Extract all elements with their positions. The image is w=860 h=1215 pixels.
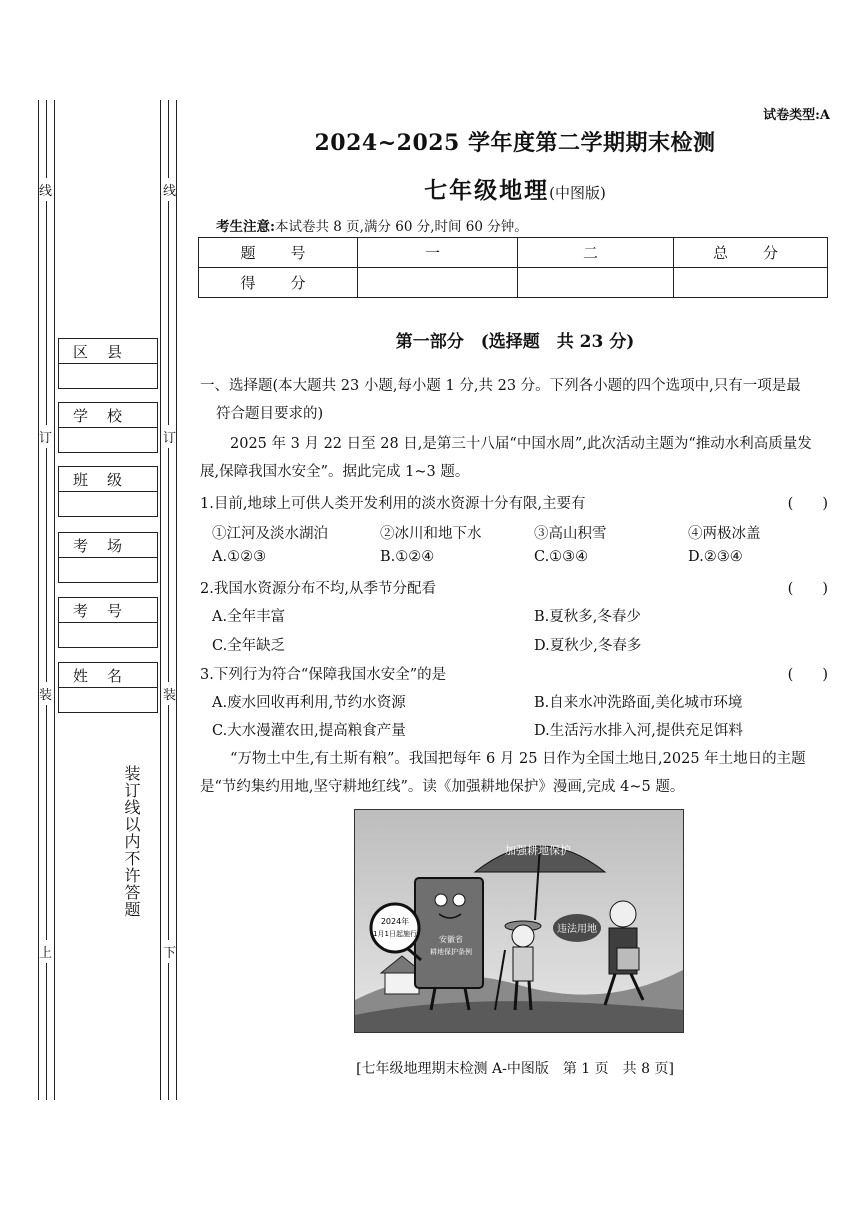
- answer-paren[interactable]: ( ): [787, 496, 828, 512]
- field-label: 考 场: [59, 533, 157, 558]
- score-table: [198, 237, 828, 298]
- field-exam-number[interactable]: [58, 597, 158, 648]
- score-header-cell: 二: [518, 238, 674, 268]
- context-line: 2025 年 3 月 22 日至 28 日,是第三十八届“中国水周”,此次活动主题为“推动水利高质量发: [230, 436, 812, 452]
- cartoon-illustration: [355, 810, 683, 1032]
- subject-name: 七年级地理: [424, 177, 550, 204]
- score-cell[interactable]: [674, 268, 828, 298]
- question-2-stem: 2.我国水资源分布不均,从季节分配看: [200, 581, 436, 597]
- answer-paren[interactable]: ( ): [787, 581, 828, 597]
- field-district[interactable]: [58, 338, 158, 389]
- binding-note: 装订线以内不许答题: [122, 765, 141, 918]
- score-cell[interactable]: [518, 268, 674, 298]
- margin-label-shang: 上: [39, 940, 52, 963]
- question-1-stem: 1.目前,地球上可供人类开发利用的淡水资源十分有限,主要有: [200, 496, 586, 512]
- q2-option-c[interactable]: C.全年缺乏: [212, 638, 286, 654]
- context-water-week: [200, 430, 828, 486]
- sign-date: 1月1日起施行: [373, 930, 417, 938]
- field-label: 姓 名: [59, 663, 157, 688]
- farmland-protection-cartoon: [354, 809, 684, 1033]
- q1-option-b[interactable]: B.①②④: [380, 549, 435, 565]
- question-3-stem: 3.下列行为符合“保障我国水安全”的是: [200, 667, 447, 683]
- score-header-cell: 一: [358, 238, 518, 268]
- q1-option-c[interactable]: C.①③④: [534, 549, 589, 565]
- context-line: “万物土中生,有土斯有粮”。我国把每年 6 月 25 日作为全国土地日,2025 年土地日的主题: [230, 751, 806, 767]
- field-label: 班 级: [59, 467, 157, 492]
- margin-line: [160, 100, 161, 1100]
- paper-type: 试卷类型:A: [763, 108, 830, 123]
- answer-paren[interactable]: ( ): [787, 667, 828, 683]
- margin-label-zhuang: 装: [39, 682, 52, 705]
- q1-item: ④两极冰盖: [688, 526, 761, 542]
- field-label: 考 号: [59, 598, 157, 623]
- notice-text: 本试卷共 8 页,满分 60 分,时间 60 分钟。: [274, 219, 528, 235]
- q3-option-d[interactable]: D.生活污水排入河,提供充足饵料: [534, 723, 743, 739]
- q2-option-a[interactable]: A.全年丰富: [212, 609, 286, 625]
- instruction: [200, 372, 828, 428]
- context-line: 展,保障我国水安全”。据此完成 1~3 题。: [200, 464, 470, 480]
- q2-option-b[interactable]: B.夏秋多,冬春少: [534, 609, 641, 625]
- bubble-label: 违法用地: [557, 924, 597, 935]
- sign-year: 2024年: [380, 917, 410, 926]
- score-header-cell: 总 分: [674, 238, 828, 268]
- umbrella-label: 加强耕地保护: [505, 844, 571, 857]
- q2-option-d[interactable]: D.夏秋少,冬春多: [534, 638, 642, 654]
- score-cell[interactable]: [358, 268, 518, 298]
- exam-subject: [200, 172, 830, 205]
- field-school[interactable]: [58, 402, 158, 453]
- q3-option-b[interactable]: B.自来水冲洗路面,美化城市环境: [534, 695, 743, 711]
- q1-option-a[interactable]: A.①②③: [212, 549, 267, 565]
- field-name[interactable]: [58, 662, 158, 713]
- candidate-notice: [216, 215, 528, 235]
- q1-item: ②冰川和地下水: [380, 526, 482, 542]
- margin-label-xia: 下: [163, 940, 176, 963]
- q3-option-a[interactable]: A.废水回收再利用,节约水资源: [212, 695, 406, 711]
- illegal-land-use-bubble: [553, 914, 601, 942]
- margin-line: [176, 100, 177, 1100]
- field-label: 区 县: [59, 339, 157, 364]
- context-line: 是“节约集约用地,坚守耕地红线”。读《加强耕地保护》漫画,完成 4~5 题。: [200, 779, 685, 795]
- q1-item: ①江河及淡水湖泊: [212, 526, 328, 542]
- context-land-day: [200, 745, 828, 801]
- exam-title: 2024~2025 学年度第二学期期末检测: [314, 130, 716, 156]
- subject-edition: (中图版): [549, 184, 606, 202]
- field-exam-room[interactable]: [58, 532, 158, 583]
- instruction-line: 一、选择题(本大题共 23 小题,每小题 1 分,共 23 分。下列各小题的四个选项中,只有一项是最: [200, 378, 801, 394]
- margin-label-ding: 订: [163, 425, 176, 448]
- score-row-label: 得 分: [199, 268, 358, 298]
- margin-label-xian: 线: [39, 178, 52, 201]
- field-class[interactable]: [58, 466, 158, 517]
- q1-item: ③高山积雪: [534, 526, 607, 542]
- instruction-line: 符合题目要求的): [216, 406, 324, 422]
- page-footer: [七年级地理期末检测 A-中图版 第 1 页 共 8 页]: [356, 1061, 674, 1077]
- field-label: 学 校: [59, 403, 157, 428]
- book-label-province: 安徽省: [439, 935, 463, 944]
- margin-label-zhuang: 装: [163, 682, 176, 705]
- score-header-cell: 题 号: [199, 238, 358, 268]
- notice-label: 考生注意:: [216, 219, 275, 235]
- q1-option-d[interactable]: D.②③④: [688, 549, 743, 565]
- q3-option-c[interactable]: C.大水漫灌农田,提高粮食产量: [212, 723, 406, 739]
- margin-label-xian: 线: [163, 178, 176, 201]
- section-title: 第一部分 (选择题 共 23 分): [395, 332, 635, 352]
- margin-label-ding: 订: [39, 425, 52, 448]
- margin-line: [54, 100, 55, 1100]
- book-label-title: 耕地保护条例: [430, 948, 472, 956]
